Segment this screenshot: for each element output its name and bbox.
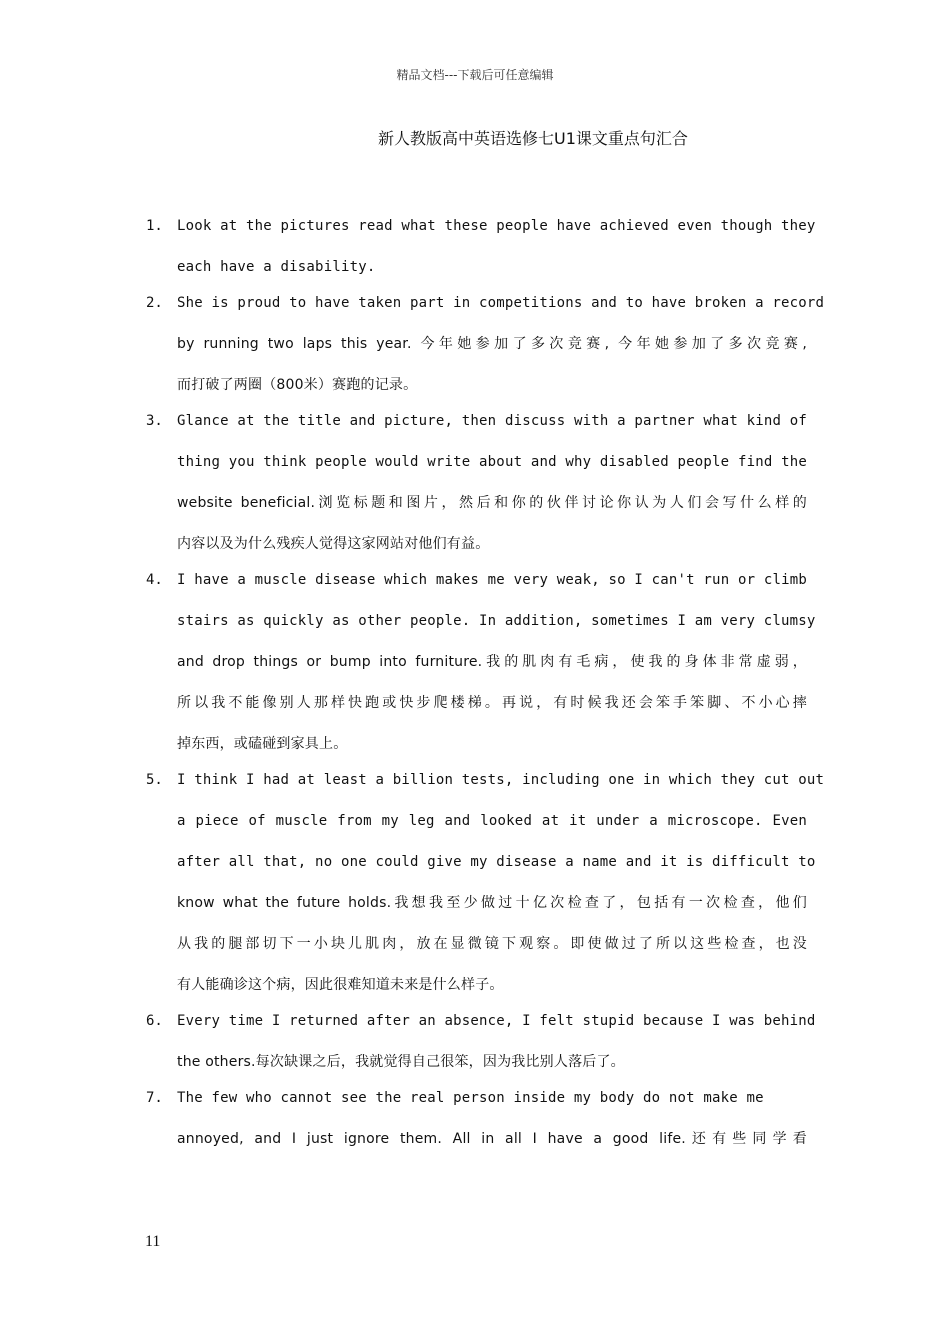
item-number: 4.	[146, 572, 163, 588]
item-number: 6.	[146, 1013, 163, 1029]
item-line: website beneficial.浏览标题和图片，然后和你的伙伴讨论你认为人们会写什么样的	[177, 495, 807, 511]
item-line: 而打破了两圈（800米）赛跑的记录。	[177, 377, 418, 393]
list-item	[0, 401, 950, 565]
list-item	[0, 760, 950, 1006]
item-line: each have a disability.	[177, 259, 376, 275]
item-number: 2.	[146, 295, 163, 311]
item-number: 5.	[146, 772, 163, 788]
item-line: Look at the pictures read what these people have achieved even though they	[177, 218, 816, 234]
item-line: and drop things or bump into furniture.我的肌肉有毛病，使我的身体非常虚弱，	[177, 654, 807, 670]
list-item	[0, 1078, 950, 1160]
list-item	[0, 283, 950, 406]
document-title: 新人教版高中英语选修七U1课文重点句汇合	[378, 129, 688, 148]
list-item	[0, 1001, 950, 1083]
item-line: 有人能确诊这个病，因此很难知道未来是什么样子。	[177, 977, 504, 993]
item-number: 1.	[146, 218, 163, 234]
sentence-list	[0, 206, 950, 1160]
item-line: thing you think people would write about and why disabled people find the	[177, 454, 807, 470]
item-line: 掉东西，或磕碰到家具上。	[177, 736, 348, 752]
item-line: I have a muscle disease which makes me very weak, so I can't run or climb	[177, 572, 807, 588]
item-number: 3.	[146, 413, 163, 429]
item-line: I think I had at least a billion tests, including one in which they cut out	[177, 772, 825, 788]
item-line: Every time I returned after an absence, I felt stupid because I was behind	[177, 1013, 816, 1029]
page-number: 11	[145, 1233, 161, 1250]
item-line: a piece of muscle from my leg and looked at it under a microscope. Even	[177, 813, 807, 829]
item-line: 所以我不能像别人那样快跑或快步爬楼梯。再说，有时候我还会笨手笨脚、不小心摔	[177, 695, 807, 711]
item-line: know what the future holds.我想我至少做过十亿次检查了，包括有一次检查，他们	[177, 895, 807, 911]
item-line: stairs as quickly as other people. In addition, sometimes I am very clumsy	[177, 613, 816, 629]
item-line: 内容以及为什么残疾人觉得这家网站对他们有益。	[177, 536, 490, 552]
list-item	[0, 560, 950, 765]
item-line: 从我的腿部切下一小块儿肌肉，放在显微镜下观察。即使做过了所以这些检查，也没	[177, 936, 807, 952]
list-item	[0, 206, 950, 288]
item-line: She is proud to have taken part in competitions and to have broken a record	[177, 295, 825, 311]
item-line: the others.每次缺课之后，我就觉得自己很笨，因为我比别人落后了。	[177, 1054, 625, 1070]
item-number: 7.	[146, 1090, 163, 1106]
page-header: 精品文档---下载后可任意编辑	[396, 68, 554, 82]
item-line: The few who cannot see the real person inside my body do not make me	[177, 1090, 764, 1106]
item-line: annoyed, and I just ignore them. All in all I have a good life.还有些同学看	[177, 1131, 807, 1147]
item-line: Glance at the title and picture, then discuss with a partner what kind of	[177, 413, 807, 429]
item-line: after all that, no one could give my disease a name and it is difficult to	[177, 854, 816, 870]
item-line: by running two laps this year. 今年她参加了多次竞赛, 今年她参加了多次竞赛,	[177, 336, 807, 352]
